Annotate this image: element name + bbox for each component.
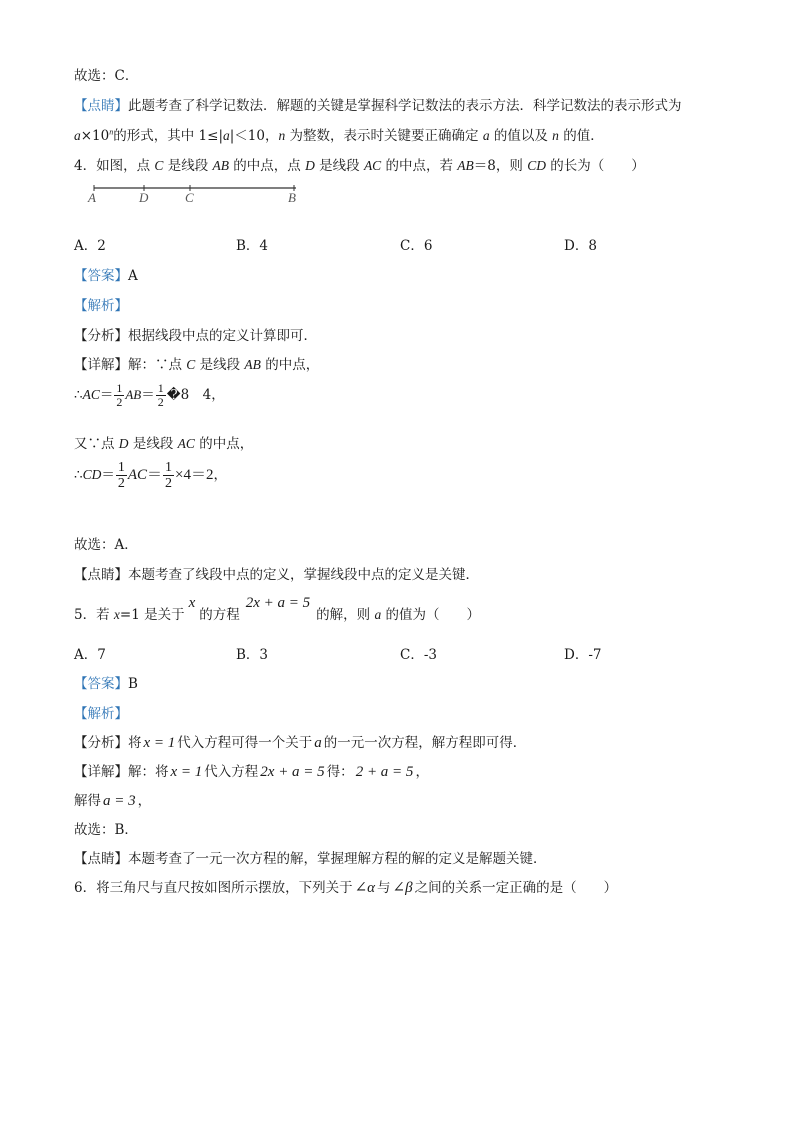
point-label-a: A bbox=[88, 190, 96, 205]
q5-option-a: A．7 bbox=[74, 647, 106, 663]
q4-analysis-heading: 【解析】 bbox=[74, 298, 128, 314]
point-label-d: D bbox=[139, 190, 149, 205]
q4-option-a: A．2 bbox=[74, 238, 106, 254]
commentary-q3: 【点睛】此题考查了科学记数法．解题的关键是掌握科学记数法的表示方法．科学记数法的表示形式为 bbox=[74, 98, 682, 114]
fraction-half: $\frac{1}{2}$ bbox=[157, 381, 164, 409]
q5-fenxi: 【分析】将 x = 1 代入方程可得一个关于 a 的一元一次方程，解方程即可得． bbox=[74, 735, 527, 751]
q5-guxuan: 故选：B． bbox=[74, 822, 138, 838]
q5-jiede: 解得 a = 3 ， bbox=[74, 793, 152, 809]
q5-option-b: B．3 bbox=[236, 647, 269, 663]
q4-option-c: C．6 bbox=[400, 238, 433, 254]
tag-dianjing: 【点睛】 bbox=[74, 98, 128, 114]
q5-analysis-heading: 【解析】 bbox=[74, 706, 128, 722]
fraction-half: $\frac{1}{2}$ bbox=[165, 460, 173, 491]
q4-equation-2: ∴CD＝ $\frac{1}{2}$ AC＝ $\frac{1}{2}$ ×4＝2， bbox=[74, 460, 228, 491]
fraction-half: $\frac{1}{2}$ bbox=[117, 460, 125, 491]
line-segment-figure bbox=[84, 180, 314, 206]
q4-dianjing: 【点睛】本题考查了线段中点的定义，掌握线段中点的定义是关键． bbox=[74, 567, 479, 583]
q4-fenxi: 【分析】根据线段中点的定义计算即可． bbox=[74, 328, 317, 344]
commentary-q3-cont: $a\times 10^n$的形式，其中 1≤|a|＜10，n 为整数，表示时关键要正确确定 a 的值以及 n 的值． bbox=[74, 127, 604, 144]
point-label-c: C bbox=[185, 190, 194, 205]
q5-option-d: D．-7 bbox=[564, 647, 602, 663]
fraction-half: $\frac{1}{2}$ bbox=[116, 381, 123, 409]
q4-option-d: D．8 bbox=[564, 238, 597, 254]
question-5-stem: 5．若 x=1 是关于x的方程2x + a = 5的解，则 a 的值为（ ） bbox=[74, 595, 481, 623]
q4-option-b: B．4 bbox=[236, 238, 269, 254]
q4-xiangjie: 【详解】解：∵点 C 是线段 AB 的中点， bbox=[74, 357, 320, 373]
q4-guxuan: 故选：A． bbox=[74, 537, 138, 553]
answer-choice-q3: 故选：C． bbox=[74, 68, 139, 84]
question-4-stem: 4．如图，点 C 是线段 AB 的中点，点 D 是线段 AC 的中点，若 AB＝8，则 CD 的长为（ ） bbox=[74, 158, 645, 174]
q4-line-you: 又∵点 D 是线段 AC 的中点， bbox=[74, 436, 254, 452]
q5-option-c: C．-3 bbox=[400, 647, 437, 663]
q5-answer: 【答案】B bbox=[74, 676, 138, 692]
q4-equation-1: ∴AC＝ $\frac{1}{2}$ AB＝ $\frac{1}{2}$ �8 4， bbox=[74, 381, 225, 409]
q4-answer: 【答案】A bbox=[74, 268, 138, 284]
q5-xiangjie: 【详解】解：将 x = 1 代入方程 2x + a = 5 得： 2 + a = 5 ， bbox=[74, 764, 429, 780]
point-label-b: B bbox=[288, 190, 296, 205]
question-6-stem: 6．将三角尺与直尺按如图所示摆放，下列关于 ∠α 与 ∠β 之间的关系一定正确的是（ ） bbox=[74, 880, 618, 896]
q5-dianjing: 【点睛】本题考查了一元一次方程的解，掌握理解方程的解的定义是解题关键． bbox=[74, 851, 547, 867]
